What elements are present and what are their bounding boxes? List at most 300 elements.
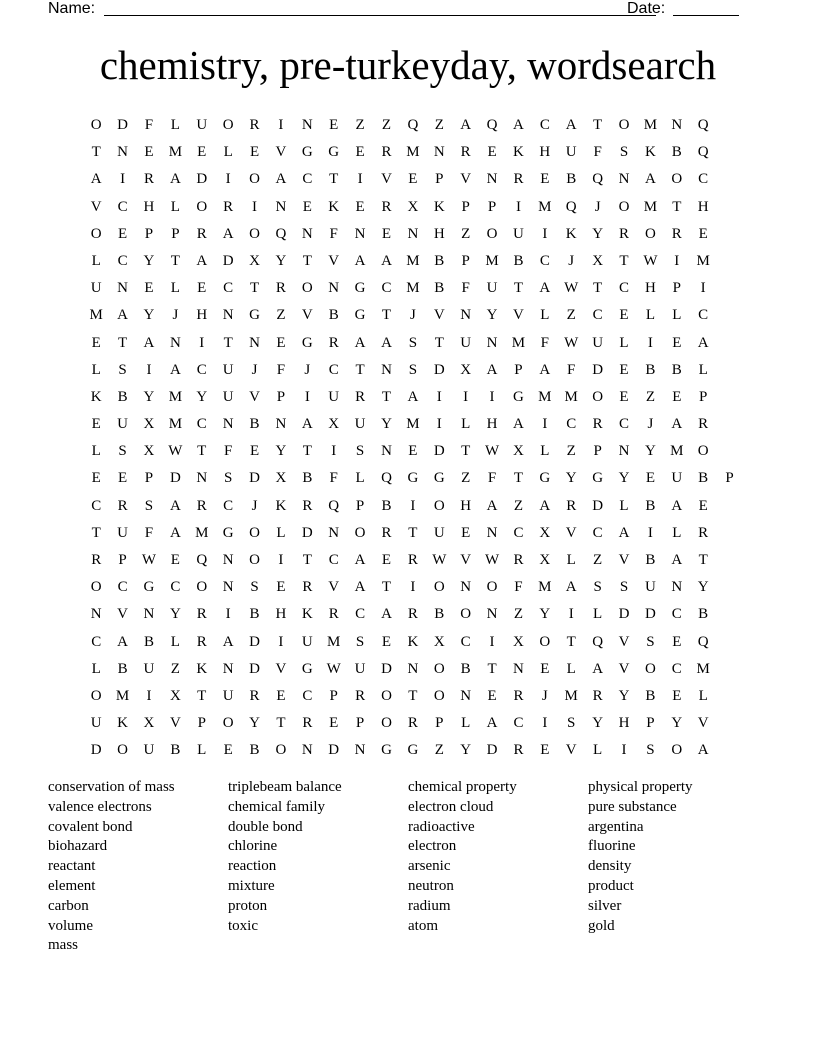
grid-cell: N [460, 687, 472, 704]
grid-cell: S [619, 144, 629, 161]
grid-cell: L [619, 334, 629, 351]
grid-cell: N [407, 225, 419, 242]
grid-cell: N [117, 280, 128, 297]
grid-cell: I [700, 280, 706, 297]
grid-cell: V [249, 388, 260, 405]
grid-cell: R [91, 552, 102, 568]
grid-cell: B [117, 660, 128, 677]
grid-cell: S [593, 579, 602, 596]
grid-cell: C [117, 252, 128, 269]
grid-cell: E [91, 470, 101, 487]
grid-cell: S [408, 361, 418, 378]
grid-cell: Y [592, 225, 604, 242]
grid-cell: Z [461, 470, 471, 487]
grid-cell: G [381, 742, 392, 759]
grid-cell: R [460, 144, 471, 161]
word-list-item: reaction [228, 858, 277, 875]
grid-cell: A [117, 633, 128, 650]
grid-row [83, 465, 743, 492]
grid-cell: E [540, 171, 550, 188]
grid-cell: Y [592, 715, 604, 732]
grid-cell: J [172, 307, 179, 324]
grid-cell: T [381, 579, 392, 596]
grid-cell: T [381, 388, 392, 405]
name-label: Name: [48, 0, 96, 17]
grid-cell: N [222, 660, 234, 677]
grid-cell: P [672, 280, 681, 297]
grid-cell: M [168, 416, 183, 433]
grid-cell: Y [249, 715, 260, 732]
grid-cell: A [169, 361, 181, 378]
grid-cell: B [434, 280, 445, 297]
grid-cell: R [196, 225, 207, 242]
grid-cell: F [329, 225, 338, 242]
grid-cell: A [539, 497, 551, 514]
grid-cell: K [407, 633, 419, 650]
grid-cell: T [276, 715, 286, 732]
grid-cell: R [196, 497, 207, 514]
grid-cell: A [196, 252, 208, 269]
grid-cell: B [117, 388, 128, 405]
grid-cell: O [460, 606, 472, 623]
grid-cell: O [618, 117, 630, 133]
word-column [228, 778, 408, 936]
grid-cell: R [355, 687, 366, 704]
grid-cell: P [593, 443, 602, 460]
grid-cell: V [328, 579, 340, 596]
grid-cell: C [170, 579, 181, 596]
grid-cell: O [486, 579, 498, 596]
grid-cell: K [328, 198, 340, 215]
grid-cell: V [275, 144, 287, 161]
grid-cell: X [513, 443, 524, 460]
grid-cell: L [698, 361, 708, 378]
grid-cell: R [513, 687, 524, 704]
grid-cell: B [566, 171, 577, 188]
grid-cell: I [489, 633, 495, 650]
grid-cell: A [565, 117, 577, 133]
grid-cell: D [196, 171, 208, 188]
grid-cell: K [301, 606, 313, 623]
grid-cell: Z [645, 388, 655, 405]
grid-cell: N [618, 171, 630, 188]
grid-cell: K [196, 660, 208, 677]
grid-cell: Q [592, 171, 604, 188]
grid-cell: O [90, 687, 102, 704]
grid-cell: E [118, 470, 128, 487]
grid-cell: M [115, 687, 130, 704]
grid-cell: W [326, 660, 341, 677]
grid-cell: O [433, 497, 445, 514]
grid-cell: M [564, 388, 578, 405]
grid-cell: Z [434, 117, 444, 133]
grid-cell: C [355, 606, 366, 623]
grid-cell: E [672, 687, 682, 704]
grid-cell: I [331, 443, 337, 460]
grid-cell: C [592, 524, 603, 541]
grid-cell: Y [618, 687, 630, 704]
word-list-item: atom [408, 917, 438, 934]
grid-cell: I [252, 198, 258, 215]
grid-cell: A [513, 416, 524, 433]
grid-cell: S [567, 715, 576, 732]
grid-cell: A [169, 171, 181, 188]
grid-cell: L [540, 307, 550, 324]
grid-cell: A [486, 497, 498, 514]
grid-cell: N [460, 307, 472, 324]
grid-cell: I [542, 416, 548, 433]
grid-cell: E [381, 552, 392, 568]
grid-cell: B [302, 470, 313, 487]
word-list-item: mass [48, 937, 78, 954]
grid-cell: T [672, 198, 682, 215]
grid-row [83, 112, 743, 139]
word-column [588, 778, 768, 936]
grid-cell: R [117, 497, 128, 514]
word-list-item: electron cloud [408, 798, 494, 815]
header-row [48, 0, 740, 20]
grid-cell: L [355, 470, 365, 487]
grid-cell: N [222, 552, 234, 568]
grid-cell: F [276, 361, 286, 378]
grid-cell: A [381, 606, 392, 623]
grid-cell: K [90, 388, 102, 405]
word-list-item: mixture [228, 877, 275, 894]
grid-row [83, 221, 743, 248]
grid-cell: F [461, 280, 470, 297]
word-list [48, 778, 768, 968]
grid-cell: E [170, 552, 180, 568]
grid-cell: O [222, 117, 234, 133]
grid-cell: X [539, 524, 551, 541]
grid-cell: U [354, 660, 366, 677]
grid-cell: K [275, 497, 287, 514]
grid-cell: N [486, 606, 498, 623]
grid-cell: E [144, 280, 154, 297]
grid-cell: U [460, 334, 472, 351]
grid-cell: T [593, 280, 603, 297]
grid-cell: R [698, 524, 709, 541]
grid-cell: R [513, 552, 524, 568]
grid-cell: G [222, 524, 234, 541]
grid-cell: M [327, 633, 341, 650]
grid-cell: Q [328, 497, 340, 514]
grid-cell: L [223, 144, 233, 161]
grid-cell: C [223, 280, 234, 297]
grid-cell: X [143, 443, 155, 460]
grid-cell: M [538, 579, 552, 596]
grid-cell: U [222, 687, 234, 704]
grid-cell: T [513, 470, 524, 487]
grid-cell: F [487, 470, 497, 487]
grid-cell: I [120, 171, 126, 188]
grid-cell: V [381, 171, 392, 188]
grid-cell: Z [461, 225, 471, 242]
grid-cell: S [250, 579, 259, 596]
grid-cell: W [484, 443, 500, 460]
grid-cell: F [567, 361, 576, 378]
grid-cell: U [196, 117, 208, 133]
grid-cell: A [539, 361, 551, 378]
grid-cell: O [249, 524, 260, 541]
grid-cell: L [645, 307, 655, 324]
grid-cell: T [249, 280, 260, 297]
grid-cell: I [278, 633, 284, 650]
grid-cell: I [304, 388, 310, 405]
grid-cell: E [619, 388, 629, 405]
grid-cell: E [249, 144, 260, 161]
grid-cell: A [460, 117, 472, 133]
grid-cell: C [223, 497, 234, 514]
grid-cell: E [540, 742, 550, 759]
grid-cell: E [355, 198, 365, 215]
grid-cell: N [671, 117, 683, 133]
word-list-item: double bond [228, 818, 303, 835]
grid-cell: R [328, 334, 339, 351]
grid-cell: A [117, 307, 128, 324]
grid-cell: O [644, 225, 656, 242]
word-list-item: element [48, 877, 96, 894]
grid-cell: H [275, 606, 287, 623]
grid-row [83, 166, 743, 193]
grid-cell: K [565, 225, 577, 242]
word-list-item: volume [48, 917, 93, 934]
word-list-item: radioactive [408, 818, 475, 835]
grid-cell: L [170, 633, 180, 650]
grid-cell: I [410, 497, 416, 514]
grid-cell: A [697, 742, 709, 759]
grid-cell: O [697, 443, 709, 460]
grid-cell: N [671, 579, 683, 596]
grid-cell: A [222, 225, 234, 242]
grid-cell: W [564, 280, 579, 297]
grid-cell: L [698, 687, 708, 704]
grid-cell: M [406, 252, 420, 269]
grid-cell: Z [566, 443, 576, 460]
grid-cell: T [170, 252, 180, 269]
grid-row [83, 710, 743, 737]
grid-cell: T [513, 280, 524, 297]
grid-cell: E [698, 497, 708, 514]
grid-cell: I [463, 388, 469, 405]
grid-cell: A [592, 660, 604, 677]
grid-cell: N [354, 225, 366, 242]
grid-cell: I [489, 388, 495, 405]
grid-cell: G [539, 470, 551, 487]
grid-cell: C [302, 171, 313, 188]
grid-cell: L [91, 361, 101, 378]
grid-cell: A [618, 524, 630, 541]
grid-cell: C [117, 198, 128, 215]
grid-cell: A [354, 552, 366, 568]
grid-cell: G [301, 334, 313, 351]
grid-cell: S [118, 361, 127, 378]
grid-cell: U [565, 144, 577, 161]
grid-cell: R [381, 524, 392, 541]
grid-cell: R [513, 171, 524, 188]
grid-cell: I [542, 715, 548, 732]
grid-cell: C [328, 361, 339, 378]
grid-cell: R [249, 117, 260, 133]
grid-cell: A [275, 171, 287, 188]
grid-cell: T [487, 660, 497, 677]
grid-cell: V [169, 715, 181, 732]
grid-cell: Q [697, 117, 709, 133]
grid-cell: O [196, 579, 208, 596]
grid-cell: X [539, 552, 551, 568]
grid-cell: A [354, 252, 366, 269]
grid-cell: Y [697, 579, 709, 596]
word-list-item: product [588, 877, 634, 894]
grid-cell: D [328, 742, 340, 759]
grid-cell: C [619, 416, 630, 433]
grid-cell: I [436, 416, 442, 433]
grid-cell: E [329, 117, 339, 133]
grid-cell: V [565, 524, 577, 541]
grid-cell: X [143, 715, 155, 732]
grid-cell: Q [275, 225, 287, 242]
grid-cell: A [381, 252, 392, 269]
word-list-item: gold [588, 917, 615, 934]
grid-cell: M [643, 117, 658, 133]
grid-cell: E [408, 171, 418, 188]
word-list-item: pure substance [588, 798, 677, 815]
grid-cell: C [513, 715, 524, 732]
grid-cell: A [486, 361, 498, 378]
grid-cell: E [619, 361, 629, 378]
grid-cell: C [698, 171, 709, 188]
grid-cell: H [196, 307, 208, 324]
grid-cell: T [223, 334, 233, 351]
grid-cell: G [407, 470, 419, 487]
grid-cell: E [619, 307, 629, 324]
grid-cell: W [643, 252, 658, 269]
grid-cell: D [433, 361, 445, 378]
grid-cell: A [354, 334, 366, 351]
grid-cell: V [460, 552, 472, 568]
grid-cell: Z [513, 497, 524, 514]
grid-cell: O [592, 388, 604, 405]
grid-cell: E [672, 633, 682, 650]
grid-cell: U [117, 524, 128, 541]
grid-cell: S [223, 470, 233, 487]
grid-cell: T [566, 633, 576, 650]
grid-cell: E [223, 742, 233, 759]
grid-cell: H [644, 280, 656, 297]
grid-cell: Y [143, 307, 155, 324]
grid-cell: P [461, 252, 470, 269]
grid-cell: N [407, 660, 419, 677]
grid-cell: V [513, 307, 524, 324]
word-list-item: neutron [408, 877, 454, 894]
grid-cell: H [143, 198, 155, 215]
grid-cell: D [249, 633, 260, 650]
grid-cell: Q [697, 633, 709, 650]
grid-cell: N [486, 334, 498, 351]
grid-cell: Y [671, 715, 683, 732]
grid-row [83, 574, 743, 601]
grid-cell: M [538, 198, 552, 215]
grid-cell: E [302, 198, 312, 215]
grid-cell: B [328, 307, 339, 324]
grid-cell: I [436, 388, 442, 405]
grid-cell: A [407, 388, 419, 405]
grid-cell: G [513, 388, 524, 405]
date-label: Date: [627, 0, 666, 17]
grid-cell: H [433, 225, 445, 242]
word-list-item: silver [588, 897, 622, 914]
grid-cell: F [593, 144, 602, 161]
grid-cell: I [542, 225, 548, 242]
grid-cell: A [671, 497, 683, 514]
grid-cell: U [301, 633, 313, 650]
grid-cell: H [486, 416, 498, 433]
grid-cell: N [486, 171, 498, 188]
grid-cell: C [460, 633, 471, 650]
word-list-item: chemical property [408, 779, 517, 795]
grid-cell: Z [513, 606, 524, 623]
grid-cell: G [407, 742, 419, 759]
grid-cell: I [568, 606, 574, 623]
grid-cell: M [643, 198, 658, 215]
grid-cell: R [592, 687, 603, 704]
grid-cell: L [566, 552, 576, 568]
grid-cell: Y [565, 470, 577, 487]
grid-cell: A [539, 280, 551, 297]
grid-cell: T [302, 252, 312, 269]
grid-cell: R [566, 497, 577, 514]
grid-cell: G [143, 579, 155, 596]
grid-cell: U [644, 579, 656, 596]
grid-cell: Z [434, 742, 444, 759]
grid-cell: J [541, 687, 548, 704]
grid-cell: X [433, 633, 445, 650]
grid-cell: B [143, 633, 154, 650]
grid-cell: P [144, 470, 154, 487]
grid-cell: P [197, 715, 206, 732]
grid-cell: G [354, 307, 366, 324]
grid-cell: N [486, 524, 498, 541]
grid-cell: U [222, 388, 234, 405]
grid-cell: L [566, 660, 576, 677]
grid-cell: O [671, 171, 683, 188]
letter-grid [83, 112, 743, 765]
grid-cell: J [304, 361, 311, 378]
grid-cell: H [697, 198, 709, 215]
grid-cell: Z [170, 660, 180, 677]
grid-cell: E [645, 470, 655, 487]
grid-cell: T [197, 443, 207, 460]
grid-cell: C [196, 361, 207, 378]
grid-cell: Q [486, 117, 498, 133]
grid-cell: J [251, 497, 258, 514]
grid-cell: B [645, 361, 656, 378]
word-list-item: covalent bond [48, 818, 133, 835]
word-list-item: biohazard [48, 838, 108, 855]
grid-cell: Z [593, 552, 603, 568]
grid-cell: T [381, 307, 392, 324]
grid-cell: E [487, 144, 497, 161]
grid-cell: N [301, 225, 313, 242]
grid-cell: I [647, 524, 653, 541]
word-list-item: carbon [48, 897, 89, 914]
grid-cell: R [407, 715, 418, 732]
grid-cell: N [222, 579, 234, 596]
grid-cell: B [645, 552, 656, 568]
grid-cell: T [593, 117, 603, 133]
grid-cell: R [592, 416, 603, 433]
word-list-item: valence electrons [48, 798, 152, 815]
